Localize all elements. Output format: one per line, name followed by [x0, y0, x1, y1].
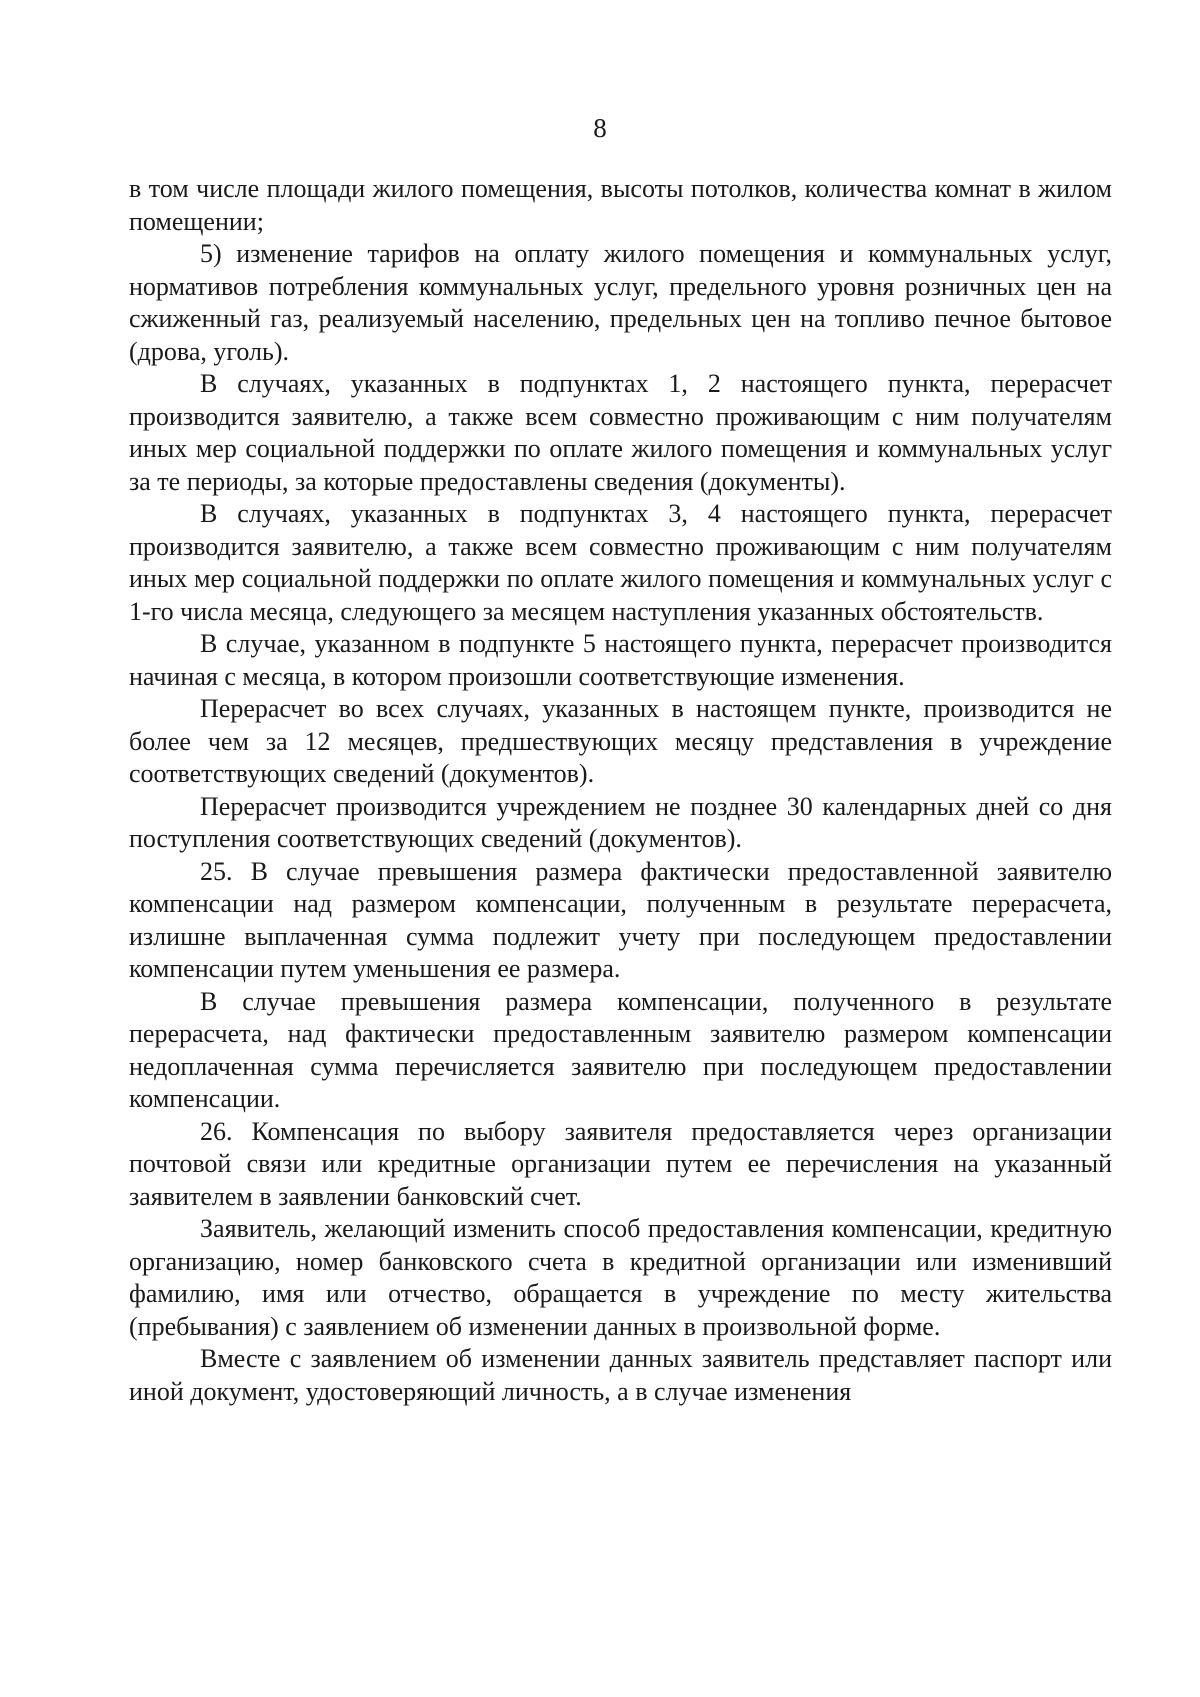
paragraph-recalc-cases-1-2: В случаях, указанных в подпунктах 1, 2 настоящего пункта, перерасчет производится заявителю, а также всем совместно проживающим с ним получателям иных мер социальной поддержки по оплате жилого помещения и коммунальных услуг за те периоды, за которые предоставлены сведения (документы).: [129, 369, 1112, 496]
paragraph-change-data: Заявитель, желающий изменить способ предоставления компенсации, кредитную организацию, номер банковского счета в кредитной организации или изменивший фамилию, имя или отчество, обращается в учреждение по месту жительства (пребывания) с заявлением об изменении данных в произвольной форме.: [129, 1214, 1112, 1341]
paragraph-recalc-case-5: В случае, указанном в подпункте 5 настоящего пункта, перерасчет производится начиная с месяца, в котором произошли соответствующие изменения.: [129, 629, 1112, 691]
paragraph-item-5: 5) изменение тарифов на оплату жилого помещения и коммунальных услуг, нормативов потребления коммунальных услуг, предельного уровня розничных цен на сжиженный газ, реализуемый населению, предельных цен на топливо печное бытовое (дрова, уголь).: [129, 239, 1112, 366]
paragraph-recalc-deadline: Перерасчет производится учреждением не позднее 30 календарных дней со дня поступления соответствующих сведений (документов).: [129, 791, 1112, 853]
paragraph-underpayment: В случае превышения размера компенсации, полученного в результате перерасчета, над фактически предоставленным заявителю размером компенсации недоплаченная сумма перечисляется заявителю при последующем предоставлении компенсации.: [129, 986, 1112, 1113]
paragraph-continuation: в том числе площади жилого помещения, высоты потолков, количества комнат в жилом помещении;: [129, 174, 1112, 236]
paragraph-recalc-limit: Перерасчет во всех случаях, указанных в настоящем пункте, производится не более чем за 12 месяцев, предшествующих месяцу представления в учреждение соответствующих сведений (документов).: [129, 694, 1112, 788]
document-body: [129, 173, 1112, 1408]
paragraph-documents: Вместе с заявлением об изменении данных заявитель представляет паспорт или иной документ, удостоверяющий личность, а в случае изменения: [129, 1344, 1112, 1406]
paragraph-item-25: 25. В случае превышения размера фактически предоставленной заявителю компенсации над размером компенсации, полученным в результате перерасчета, излишне выплаченная сумма подлежит учету при последующем предоставлении компенсации путем уменьшения ее размера.: [129, 856, 1112, 983]
paragraph-recalc-cases-3-4: В случаях, указанных в подпунктах 3, 4 настоящего пункта, перерасчет производится заявителю, а также всем совместно проживающим с ним получателям иных мер социальной поддержки по оплате жилого помещения и коммунальных услуг с 1-го числа месяца, следующего за месяцем наступления указанных обстоятельств.: [129, 499, 1112, 626]
page-number: 8: [593, 113, 607, 143]
paragraph-item-26: 26. Компенсация по выбору заявителя предоставляется через организации почтовой связи или кредитные организации путем ее перечисления на указанный заявителем в заявлении банковский счет.: [129, 1116, 1112, 1211]
